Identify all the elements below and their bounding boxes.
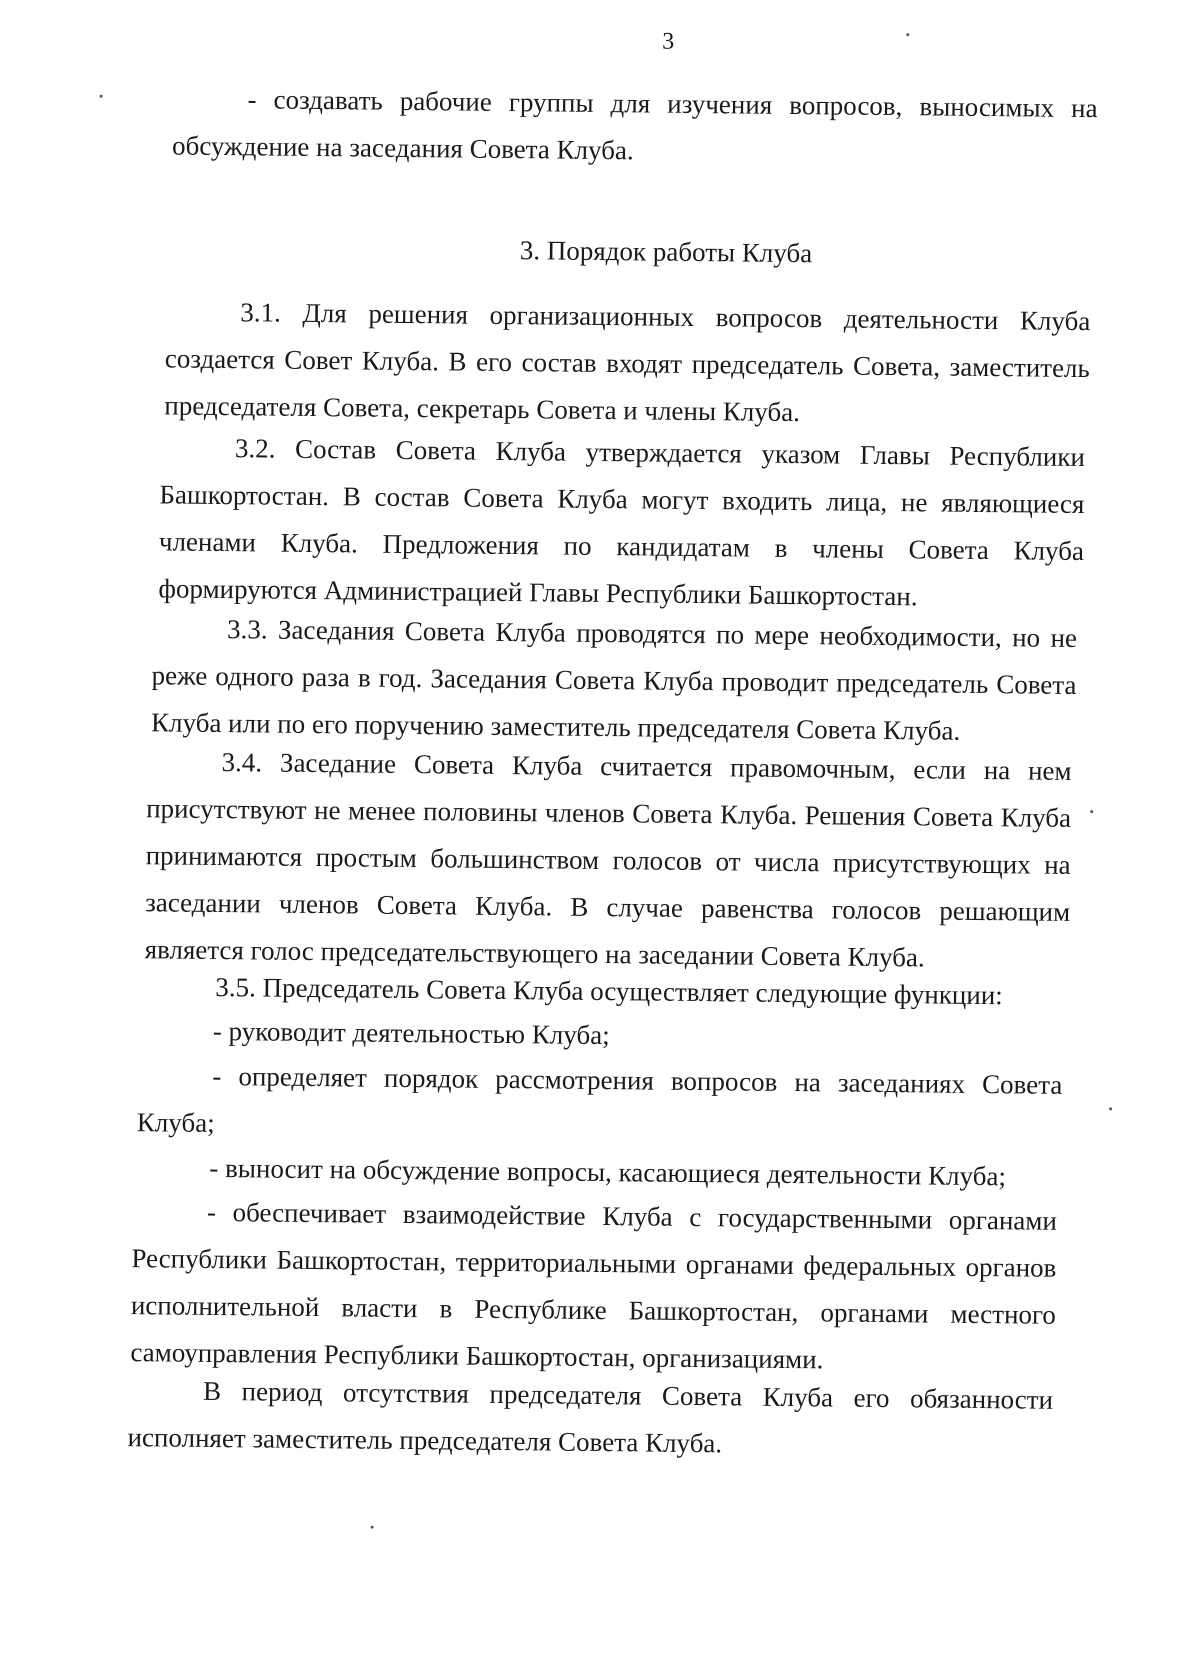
- paragraph-3-5: 3.5. Председатель Совета Клуба осуществляет следующие функции:: [215, 971, 1003, 1011]
- function-item-2: - определяет порядок рассмотрения вопросов на заседаниях Совета Клуба;: [136, 1060, 1063, 1138]
- paragraph-working-groups: - создавать рабочие группы для изучения вопросов, выносимых на обсуждение на заседания Совета Клуба.: [171, 84, 1098, 166]
- scan-speck: [100, 95, 103, 98]
- scan-speck: [906, 33, 909, 36]
- function-item-3: - выносит на обсуждение вопросы, касающиеся деятельности Клуба;: [209, 1152, 1007, 1192]
- section-heading: 3. Порядок работы Клуба: [519, 235, 813, 269]
- paragraph-3-1: 3.1. Для решения организационных вопросов деятельности Клуба создается Совет Клуба. В его состав входят председатель Совета, заместитель председателя Совета, секретарь Совета и члены Клуба.: [164, 297, 1091, 428]
- page-number: 3: [662, 28, 675, 55]
- paragraph-3-2: 3.2. Состав Совета Клуба утверждается указом Главы Республики Башкортостан. В состав Совета Клуба могут входить лица, не являющиеся членами Клуба. Предложения по кандидатам в члены Совета Клуба формируются Администрацией Главы Республики Башкортостан.: [158, 433, 1086, 612]
- function-item-1: - руководит деятельностью Клуба;: [212, 1015, 610, 1051]
- paragraph-3-3: 3.3. Заседания Совета Клуба проводятся по мере необходимости, но не реже одного раза в год. Заседания Совета Клуба проводит председатель Совета Клуба или по его поручению заместитель председателя Совета Клуба.: [150, 614, 1078, 746]
- paragraph-3-4: 3.4. Заседание Совета Клуба считается правомочным, если на нем присутствуют не менее половины членов Совета Клуба. Решения Совета Клуба принимаются простым большинством голосов от числа присутствующих на заседании членов Совета Клуба. В случае равенства голосов решающим является голос председательствующего на заседании Совета Клуба.: [144, 747, 1072, 973]
- scan-speck: [371, 1526, 374, 1529]
- scan-speck: [1109, 1107, 1112, 1110]
- paragraph-deputy: В период отсутствия председателя Совета Клуба его обязанности исполняет заместитель председателя Совета Клуба.: [127, 1375, 1054, 1459]
- scan-speck: [1090, 810, 1093, 813]
- function-item-4: - обеспечивает взаимодействие Клуба с государственными органами Республики Башкортостан, территориальными органами федеральных органов исполнительной власти в Республике Башкортостан, органами местного самоуправления Республики Башкортостан, организациями.: [130, 1196, 1058, 1375]
